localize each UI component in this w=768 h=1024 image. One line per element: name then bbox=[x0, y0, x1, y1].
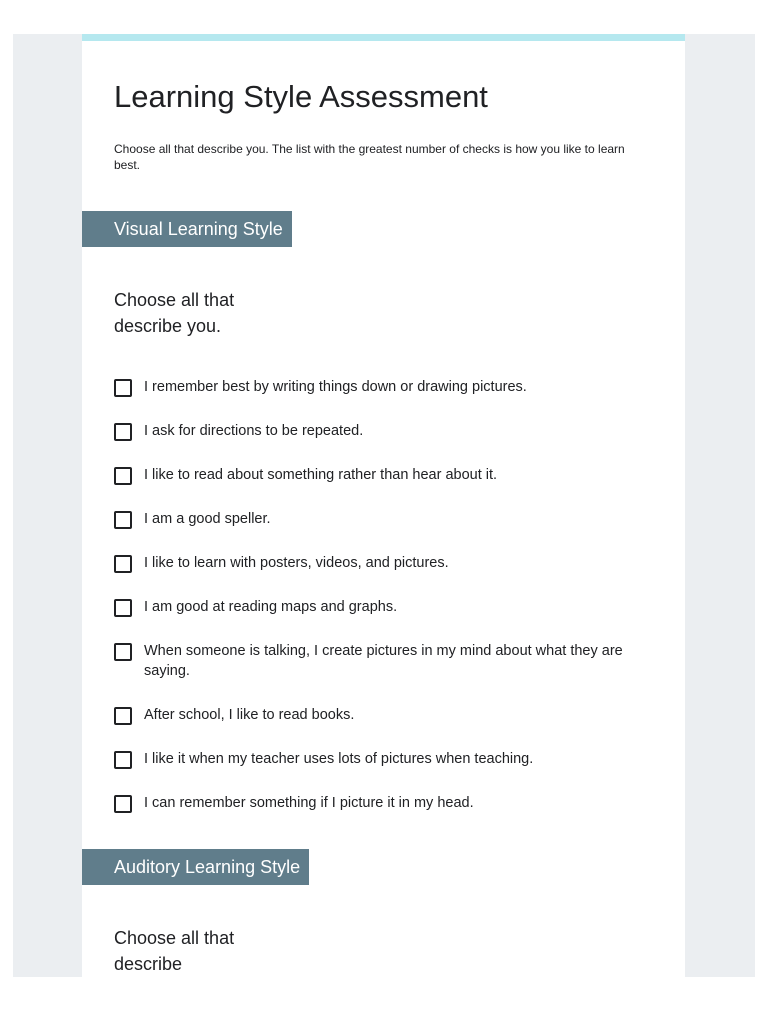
question-title-auditory: Choose all that describe bbox=[114, 928, 235, 974]
checkbox[interactable] bbox=[114, 379, 132, 397]
option-item[interactable] bbox=[114, 749, 654, 769]
question-title-visual: Choose all that describe you. bbox=[114, 290, 235, 336]
form-viewport bbox=[13, 34, 755, 977]
option-label: When someone is talking, I create pictures in my mind about what they are saying. bbox=[144, 643, 623, 679]
option-label: I can remember something if I picture it in my head. bbox=[144, 795, 474, 811]
checkbox[interactable] bbox=[114, 643, 132, 661]
checkbox[interactable] bbox=[114, 423, 132, 441]
option-item[interactable] bbox=[114, 421, 654, 441]
option-item[interactable] bbox=[114, 377, 654, 397]
option-item[interactable] bbox=[114, 641, 654, 681]
option-item[interactable] bbox=[114, 509, 654, 529]
checkbox[interactable] bbox=[114, 467, 132, 485]
option-label: I am good at reading maps and graphs. bbox=[144, 599, 398, 615]
option-label: After school, I like to read books. bbox=[144, 707, 355, 723]
checkbox[interactable] bbox=[114, 511, 132, 529]
option-label: I ask for directions to be repeated. bbox=[144, 423, 364, 439]
option-label: I am a good speller. bbox=[144, 511, 271, 527]
option-item[interactable] bbox=[114, 465, 654, 485]
option-item[interactable] bbox=[114, 705, 654, 725]
option-item[interactable] bbox=[114, 597, 654, 617]
checkbox[interactable] bbox=[114, 795, 132, 813]
checkbox[interactable] bbox=[114, 751, 132, 769]
checkbox[interactable] bbox=[114, 707, 132, 725]
option-label: I like it when my teacher uses lots of pictures when teaching. bbox=[144, 751, 534, 767]
option-label: I like to learn with posters, videos, and pictures. bbox=[144, 555, 449, 571]
form-description: Choose all that describe you. The list with the greatest number of checks is how you like to learn best. bbox=[114, 142, 625, 172]
option-label: I remember best by writing things down or drawing pictures. bbox=[144, 379, 527, 395]
options-list-visual bbox=[114, 377, 654, 837]
section-header-visual: Visual Learning Style bbox=[82, 211, 292, 247]
option-label: I like to read about something rather than hear about it. bbox=[144, 467, 498, 483]
checkbox[interactable] bbox=[114, 599, 132, 617]
option-item[interactable] bbox=[114, 553, 654, 573]
section-header-auditory: Auditory Learning Style bbox=[82, 849, 309, 885]
form-title: Learning Style Assessment bbox=[114, 79, 488, 114]
form-card bbox=[82, 34, 685, 977]
option-item[interactable] bbox=[114, 793, 654, 813]
checkbox[interactable] bbox=[114, 555, 132, 573]
